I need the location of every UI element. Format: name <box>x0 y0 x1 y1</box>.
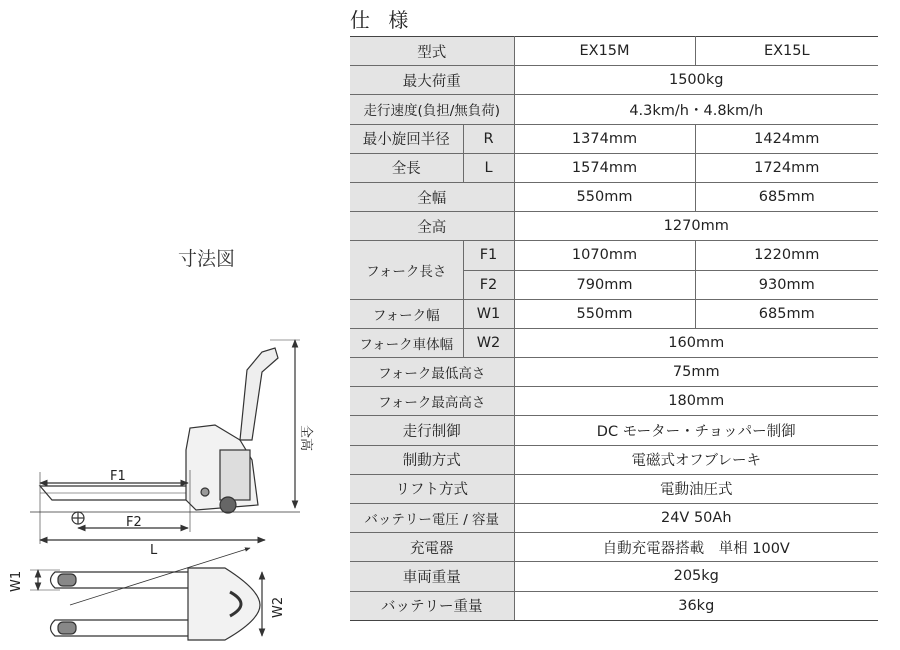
spec-label: フォーク車体幅 <box>350 328 463 357</box>
spec-row-charger <box>350 533 878 562</box>
dim-label-f2: F2 <box>126 515 142 530</box>
spec-row-speed <box>350 95 878 124</box>
spec-label: フォーク最低高さ <box>350 358 514 387</box>
spec-label: 全長 <box>350 153 463 182</box>
spec-row-max-load <box>350 66 878 95</box>
spec-value: 1574mm <box>514 153 695 182</box>
spec-value: 1220mm <box>695 241 878 270</box>
dim-label-f1: F1 <box>110 469 126 484</box>
spec-value: 電動油圧式 <box>514 474 878 503</box>
spec-label: 最小旋回半径 <box>350 124 463 153</box>
spec-sublabel: R <box>463 124 514 153</box>
spec-label: 全高 <box>350 212 514 241</box>
spec-table <box>350 36 878 621</box>
spec-value: 1424mm <box>695 124 878 153</box>
spec-label: 充電器 <box>350 533 514 562</box>
spec-row-fork-length-f1 <box>350 241 878 270</box>
dim-label-w1: W1 <box>9 570 24 592</box>
spec-value: 75mm <box>514 358 878 387</box>
spec-label: 車両重量 <box>350 562 514 591</box>
spec-label: 走行制御 <box>350 416 514 445</box>
spec-value: 685mm <box>695 299 878 328</box>
spec-value: 550mm <box>514 299 695 328</box>
dimension-drawing <box>0 300 345 650</box>
spec-title: 仕 様 <box>350 8 415 32</box>
spec-row-width <box>350 182 878 211</box>
dim-label-height: 全高 <box>298 425 313 452</box>
spec-value: 1070mm <box>514 241 695 270</box>
spec-row-fork-body-width <box>350 328 878 357</box>
spec-label: 最大荷重 <box>350 66 514 95</box>
spec-label: バッテリー重量 <box>350 591 514 620</box>
spec-value: 4.3km/h・4.8km/h <box>514 95 878 124</box>
dim-label-l: L <box>150 543 158 558</box>
spec-value: 205kg <box>514 562 878 591</box>
spec-value: 1500kg <box>514 66 878 95</box>
spec-sublabel: W1 <box>463 299 514 328</box>
spec-label: 全幅 <box>350 182 514 211</box>
spec-value: 1724mm <box>695 153 878 182</box>
spec-row-fork-max-height <box>350 387 878 416</box>
spec-sublabel: W2 <box>463 328 514 357</box>
spec-label: フォーク長さ <box>350 241 463 299</box>
spec-label: 型式 <box>350 37 514 66</box>
spec-value: 180mm <box>514 387 878 416</box>
spec-value: 685mm <box>695 182 878 211</box>
spec-value: 160mm <box>514 328 878 357</box>
spec-sublabel: L <box>463 153 514 182</box>
spec-value: EX15L <box>695 37 878 66</box>
dim-label-w2: W2 <box>271 596 286 618</box>
spec-row-turning-radius <box>350 124 878 153</box>
spec-value: DC モーター・チョッパー制御 <box>514 416 878 445</box>
spec-value: 1374mm <box>514 124 695 153</box>
spec-value: 電磁式オフブレーキ <box>514 445 878 474</box>
spec-label: フォーク最高高さ <box>350 387 514 416</box>
spec-label: バッテリー電圧 / 容量 <box>350 504 514 533</box>
spec-row-model <box>350 37 878 66</box>
spec-row-vehicle-weight <box>350 562 878 591</box>
spec-sublabel: F1 <box>463 241 514 270</box>
truck-body-top <box>188 568 260 640</box>
spec-value: 36kg <box>514 591 878 620</box>
spec-row-drive-control <box>350 416 878 445</box>
spec-label: リフト方式 <box>350 474 514 503</box>
spec-row-lift <box>350 474 878 503</box>
spec-value: 790mm <box>514 270 695 299</box>
spec-row-battery-weight <box>350 591 878 620</box>
spec-value: 550mm <box>514 182 695 211</box>
spec-row-battery <box>350 504 878 533</box>
spec-row-brake <box>350 445 878 474</box>
spec-value: 24V 50Ah <box>514 504 878 533</box>
dimension-drawing-title: 寸法図 <box>178 248 236 270</box>
spec-label: 走行速度(負担/無負荷) <box>350 95 514 124</box>
spec-value: 自動充電器搭載 単相 100V <box>514 533 878 562</box>
spec-row-fork-width <box>350 299 878 328</box>
spec-value: 930mm <box>695 270 878 299</box>
spec-row-height <box>350 212 878 241</box>
tiller-handle <box>240 348 278 440</box>
spec-value: 1270mm <box>514 212 878 241</box>
spec-value: EX15M <box>514 37 695 66</box>
spec-sublabel: F2 <box>463 270 514 299</box>
spec-row-length <box>350 153 878 182</box>
spec-row-fork-min-height <box>350 358 878 387</box>
spec-label: フォーク幅 <box>350 299 463 328</box>
spec-label: 制動方式 <box>350 445 514 474</box>
